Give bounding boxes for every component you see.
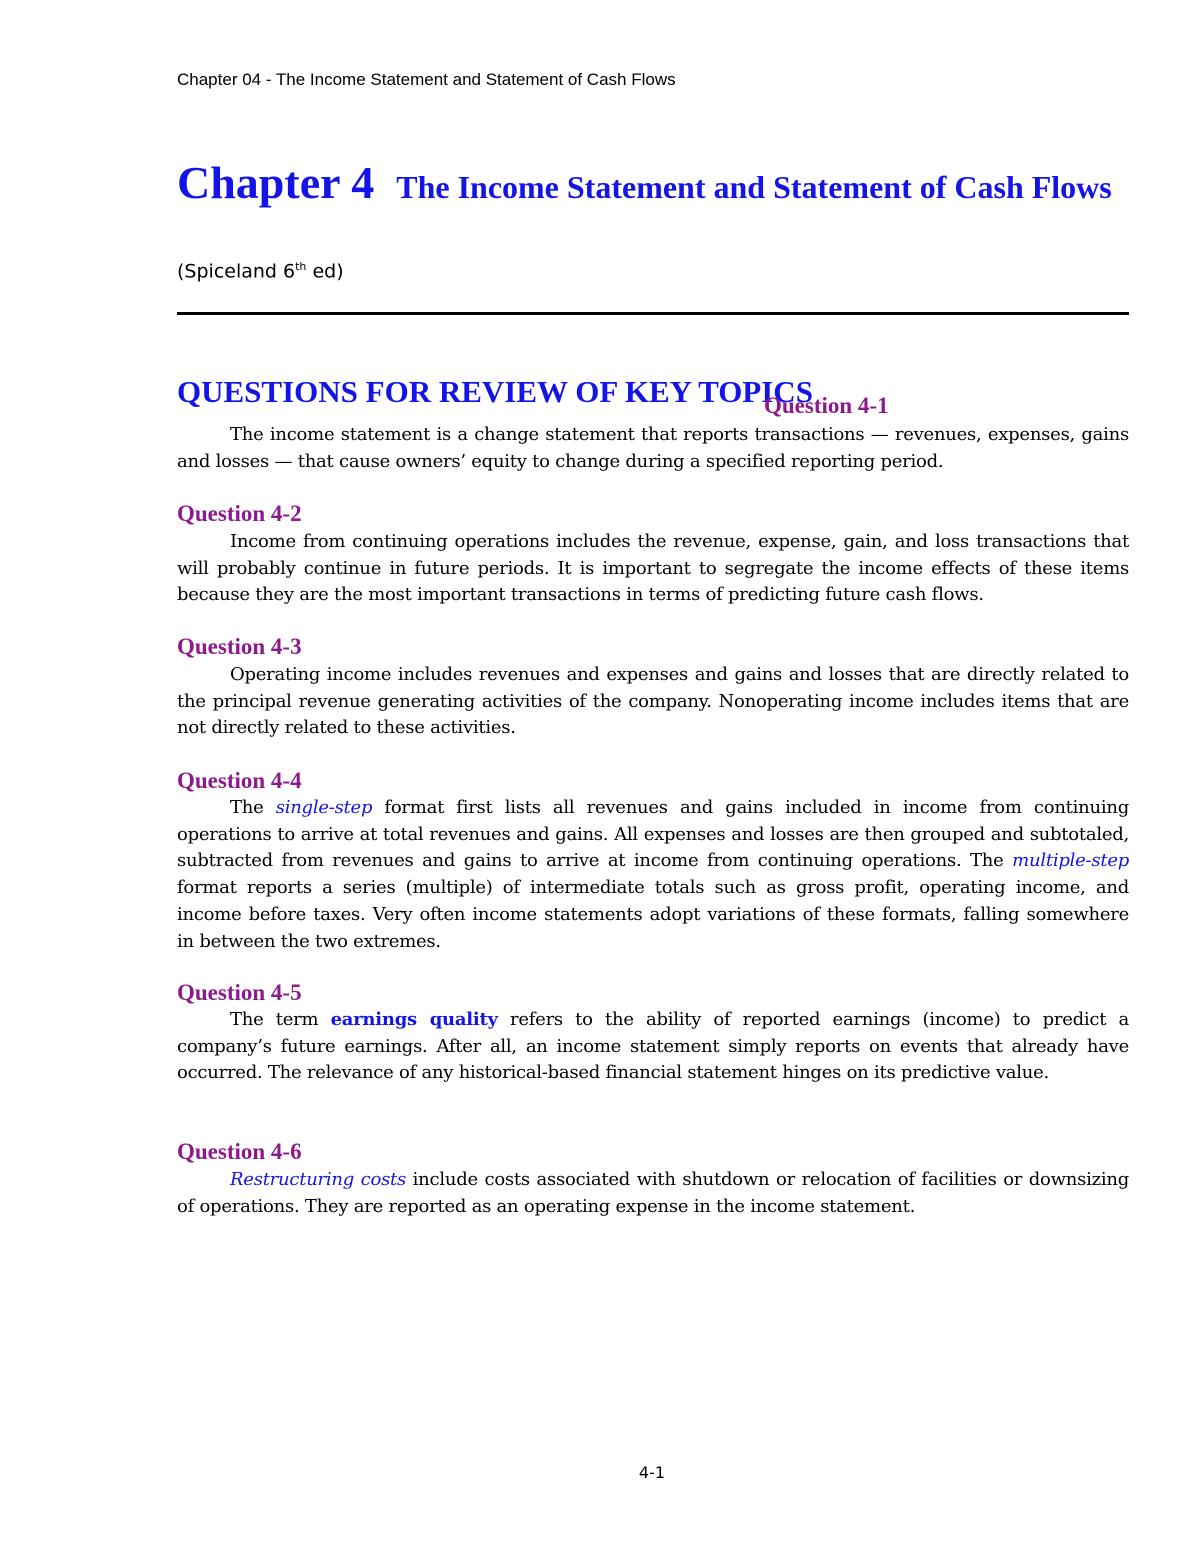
question-heading-3: Question 4-3 (177, 634, 302, 659)
answer-text: format reports a series (multiple) of intermediate totals such as gross profit, operating income, and income before taxes. Very often income statements adopt variations of these formats, falling somewhere in between the two extremes. (177, 877, 1129, 952)
answer-text: The term (230, 1009, 331, 1030)
question-heading-1: Question 4-1 (764, 393, 889, 418)
chapter-name: The Income Statement and Statement of Cash Flows (396, 169, 1112, 205)
answer-text: The (230, 797, 276, 818)
question-heading-2: Question 4-2 (177, 501, 302, 526)
answer-text: format first lists all revenues and gains included in income from continuing operations to arrive at total revenues and gains. All expenses and losses are then grouped and subtotaled, subtracted from revenues and gains to arrive at income from continuing operations. The (177, 797, 1129, 872)
question-answer-6 (177, 1167, 1129, 1220)
question-heading-6: Question 4-6 (177, 1139, 302, 1164)
term-earnings-quality: earnings quality (330, 1009, 498, 1030)
question-answer-4 (177, 795, 1129, 955)
chapter-title (177, 157, 1137, 217)
edition-prefix: (Spiceland 6 (177, 260, 296, 283)
chapter-number: Chapter 4 (177, 157, 375, 208)
term-restructuring-costs: Restructuring costs (230, 1169, 407, 1190)
running-header: Chapter 04 - The Income Statement and Statement of Cash Flows (177, 70, 676, 89)
answer-text: Income from continuing operations includes the revenue, expense, gain, and loss transactions that will probably continue in future periods. It is important to segregate the income effects of these items because they are the most important transactions in terms of predicting future cash flows. (177, 531, 1129, 606)
title-divider (177, 312, 1129, 315)
question-answer-2 (177, 529, 1129, 609)
section-title: QUESTIONS FOR REVIEW OF KEY TOPICS (177, 374, 813, 409)
question-heading-5: Question 4-5 (177, 980, 302, 1005)
edition-superscript: th (295, 260, 307, 273)
edition-suffix: ed) (306, 260, 344, 283)
page-number: 4-1 (638, 1463, 666, 1482)
term-multiple-step: multiple-step (1012, 850, 1129, 872)
edition-note (177, 260, 344, 282)
question-answer-5 (177, 1007, 1129, 1087)
answer-text: include costs associated with shutdown or relocation of facilities or downsizing of operations. They are reported as an operating expense in the income statement. (177, 1169, 1129, 1217)
question-heading-4: Question 4-4 (177, 768, 302, 793)
question-answer-1 (177, 422, 1129, 475)
answer-text: The income statement is a change statement that reports transactions — revenues, expenses, gains and losses — that cause owners’ equity to change during a specified reporting period. (177, 424, 1129, 472)
term-single-step: single-step (275, 797, 373, 818)
answer-text: Operating income includes revenues and expenses and gains and losses that are directly related to the principal revenue generating activities of the company. Nonoperating income includes items that are not directly related to these activities. (177, 664, 1129, 739)
question-answer-3 (177, 662, 1129, 742)
answer-text: refers to the ability of reported earnings (income) to predict a company’s future earnings. After all, an income statement simply reports on events that already have occurred. The relevance of any historical-based financial statement hinges on its predictive value. (177, 1009, 1129, 1084)
